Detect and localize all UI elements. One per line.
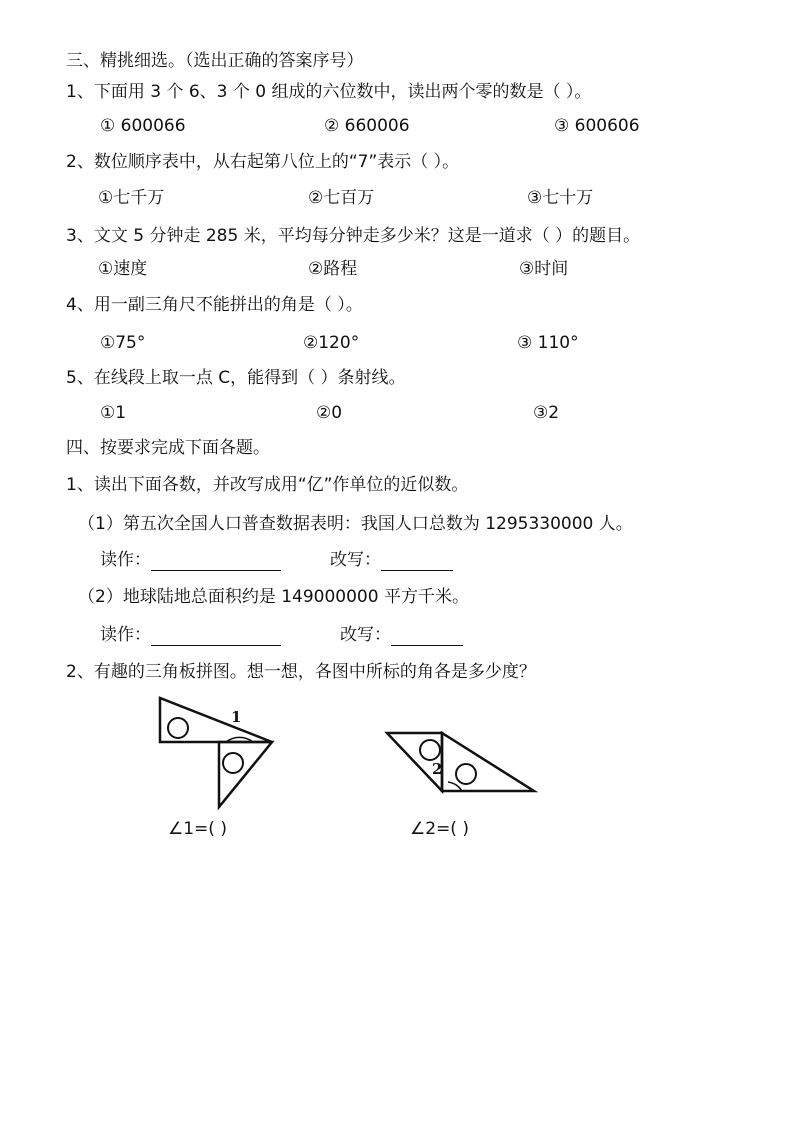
angle-2-answer[interactable]: ∠2=( ) — [410, 819, 469, 839]
rewrite-answer-blank-1[interactable] — [381, 554, 453, 571]
q3-option-2: ②路程 — [308, 259, 358, 279]
s4-q1-sub1-rewrite-row — [330, 549, 453, 571]
question-4-text: 4、用一副三角尺不能拼出的角是（ ）。 — [66, 295, 363, 315]
s4-question-2-text: 2、有趣的三角板拼图。想一想，各图中所标的角各是多少度？ — [66, 662, 536, 682]
q4-option-1: ①75° — [100, 333, 146, 353]
q5-option-2: ②0 — [316, 403, 343, 423]
angle-2-arc — [448, 782, 462, 791]
question-1-text: 1、下面用 3 个 6、3 个 0 组成的六位数中，读出两个零的数是（ ）。 — [66, 82, 592, 102]
angle-2-label: 2 — [432, 760, 443, 778]
rewrite-label: 改写： — [340, 625, 391, 645]
s4-question-1-text: 1、读出下面各数，并改写成用“亿”作单位的近似数。 — [66, 475, 469, 495]
read-answer-blank-2[interactable] — [151, 629, 281, 646]
set-square-hole-b — [223, 753, 243, 773]
rewrite-label: 改写： — [330, 550, 381, 570]
q5-option-1: ①1 — [100, 403, 127, 423]
read-label: 读作： — [100, 550, 151, 570]
set-square-d — [442, 733, 534, 791]
q4-option-2: ②120° — [303, 333, 360, 353]
section3-title: 三、精挑细选。（选出正确的答案序号） — [66, 51, 364, 71]
question-3-text: 3、文文 5 分钟走 285 米，平均每分钟走多少米？这是一道求（ ）的题目。 — [66, 226, 641, 246]
rewrite-answer-blank-2[interactable] — [391, 629, 463, 646]
q4-option-3: ③ 110° — [517, 333, 579, 353]
s4-q1-sub1-read-row — [100, 549, 281, 571]
s4-q1-sub2: （2）地球陆地总面积约是 149000000 平方千米。 — [78, 587, 469, 607]
q3-option-1: ①速度 — [98, 259, 148, 279]
question-2-text: 2、数位顺序表中，从右起第八位上的“7”表示（ ）。 — [66, 152, 460, 172]
triangle-puzzle-figure-2 — [380, 726, 540, 798]
q3-option-3: ③时间 — [519, 259, 569, 279]
read-label: 读作： — [100, 625, 151, 645]
angle-1-label: 1 — [231, 708, 242, 726]
set-square-hole-c — [420, 740, 440, 760]
q2-option-1: ①七千万 — [98, 188, 165, 208]
q1-option-3: ③ 600606 — [554, 116, 640, 136]
q2-option-3: ③七十万 — [527, 188, 594, 208]
angle-1-answer[interactable]: ∠1=( ) — [168, 819, 227, 839]
q1-option-2: ② 660006 — [324, 116, 410, 136]
section4-title: 四、按要求完成下面各题。 — [66, 438, 270, 458]
set-square-a — [160, 698, 272, 742]
s4-q1-sub1: （1）第五次全国人口普查数据表明：我国人口总数为 1295330000 人。 — [78, 514, 633, 534]
triangle-puzzle-figure-1 — [150, 690, 280, 815]
s4-q1-sub2-rewrite-row — [340, 624, 463, 646]
set-square-hole-a — [168, 718, 188, 738]
q5-option-3: ③2 — [533, 403, 560, 423]
set-square-hole-d — [456, 764, 476, 784]
set-square-b — [219, 742, 272, 807]
q2-option-2: ②七百万 — [308, 188, 375, 208]
q1-option-1: ① 600066 — [100, 116, 186, 136]
s4-q1-sub2-read-row — [100, 624, 281, 646]
question-5-text: 5、在线段上取一点 C，能得到（ ）条射线。 — [66, 368, 406, 388]
read-answer-blank-1[interactable] — [151, 554, 281, 571]
